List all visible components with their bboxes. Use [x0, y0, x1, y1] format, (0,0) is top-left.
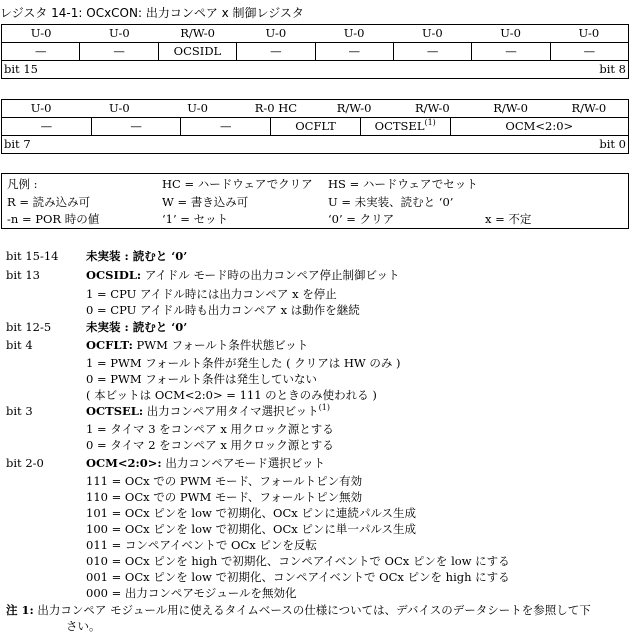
- access-cell: R/W-0: [336, 101, 372, 115]
- access-cell: U-0: [30, 101, 52, 115]
- bit-range-right: bit 8: [599, 62, 626, 76]
- ocm-name: OCM<2:0>:: [86, 456, 162, 470]
- ocflt-name: OCFLT:: [86, 338, 133, 352]
- desc-bit4-title: [86, 338, 308, 352]
- desc-label-bit2-0: bit 2-0: [6, 456, 44, 470]
- legend-r: R = 読み込み可: [7, 195, 91, 209]
- desc-bit2-0-line3: 101 = OCx ピンを low で初期化、OCx ピンに連続パルス生成: [86, 506, 417, 520]
- desc-bit15-14-text: 未実装 : 読むと ‘0’: [86, 249, 188, 263]
- footnote-line2: さい。: [66, 619, 101, 633]
- access-cell: R/W-0: [493, 101, 528, 115]
- desc-bit2-0-line6: 010 = OCx ピンを high で初期化、コンペアイベントで OCx ピンを low にする: [86, 554, 510, 568]
- footnote-label: 注 1:: [6, 603, 34, 617]
- access-cell: U-0: [109, 26, 130, 40]
- desc-label-bit13: bit 13: [6, 268, 40, 282]
- register-low-byte: [1, 99, 629, 154]
- desc-bit2-0-line4: 100 = OCx ピンを low で初期化、OCx ピンに単一パルス生成: [86, 522, 417, 536]
- legend-w: W = 書き込み可: [162, 195, 249, 209]
- access-cell: U-0: [30, 26, 52, 40]
- footnote-line1: [6, 603, 591, 617]
- octsel-label: OCTSEL: [374, 119, 425, 133]
- bit-cell: —: [393, 43, 471, 60]
- register-title: レジスタ 14-1: OCxCON: 出力コンペア x 制御レジスタ: [0, 6, 304, 20]
- octsel-title: 出力コンペア用タイマ選択ビット: [143, 404, 319, 418]
- access-cell: U-0: [343, 26, 365, 40]
- bit-row-low: [2, 117, 628, 135]
- desc-bit4-line2: 0 = PWM フォールト条件は発生していない: [86, 372, 317, 386]
- bit-cell-ocsidl: OCSIDL: [158, 43, 236, 60]
- desc-label-bit4: bit 4: [6, 338, 33, 352]
- access-cell: R/W-0: [571, 101, 607, 115]
- register-high-byte: [1, 24, 629, 79]
- desc-bit2-0-line2: 110 = OCx での PWM モード、フォールトピン無効: [86, 490, 363, 504]
- octsel-footnote-ref: (1): [424, 118, 436, 128]
- desc-bit4-line1: 1 = PWM フォールト条件が発生した ( クリアは HW のみ ): [86, 356, 401, 370]
- bit-range-low: [2, 135, 628, 153]
- access-cell: U-0: [265, 26, 287, 40]
- legend-hc: HC = ハードウェアでクリア: [162, 177, 313, 191]
- bit-row-high: [2, 42, 628, 60]
- access-cell: U-0: [422, 26, 443, 40]
- legend-one: ‘1’ = セット: [162, 212, 229, 226]
- desc-bit13-title: [86, 268, 400, 282]
- desc-bit2-0-line8: 000 = 出力コンペアモジュールを無効化: [86, 586, 297, 600]
- desc-bit13-line2: 0 = CPU アイドル時も出力コンペア x は動作を継続: [86, 303, 360, 317]
- bit-cell: —: [471, 43, 549, 60]
- desc-bit15-14: [86, 249, 187, 263]
- access-row-high: [2, 25, 628, 42]
- access-cell: U-0: [500, 26, 521, 40]
- ocsidl-title: アイドル モード時の出力コンペア停止制御ビット: [141, 268, 400, 282]
- legend-heading: 凡例 :: [7, 177, 38, 191]
- desc-label-bit12-5: bit 12-5: [6, 320, 52, 334]
- bit-cell-ocm: OCM<2:0>: [450, 118, 628, 135]
- access-cell: U-0: [109, 101, 130, 115]
- legend-u: U = 未実装、読むと ‘0’: [328, 195, 454, 209]
- desc-bit2-0-line5: 011 = コンペアイベントで OCx ピンを反転: [86, 538, 317, 552]
- desc-bit2-0-title: [86, 456, 325, 470]
- legend-x: x = 不定: [485, 212, 532, 226]
- desc-bit3-line1: 1 = タイマ 3 をコンペア x 用クロック源とする: [86, 422, 334, 436]
- legend-hs: HS = ハードウェアでセット: [328, 177, 478, 191]
- bit-range-right: bit 0: [599, 137, 626, 151]
- desc-bit2-0-line7: 001 = OCx ピンを low で初期化、コンペアイベントで OCx ピンを high にする: [86, 570, 510, 584]
- legend-box: [1, 173, 629, 229]
- bit-cell-octsel: [360, 118, 450, 135]
- ocm-title: 出力コンペアモード選択ビット: [161, 456, 325, 470]
- desc-label-bit3: bit 3: [6, 404, 33, 418]
- bit-cell: —: [40, 119, 53, 133]
- bit-cell: —: [550, 43, 628, 60]
- desc-bit3-title: [86, 404, 330, 418]
- legend-zero: ‘0’ = クリア: [328, 212, 395, 226]
- access-cell: U-0: [187, 101, 208, 115]
- desc-bit2-0-line1: 111 = OCx での PWM モード、フォールトピン有効: [86, 474, 363, 488]
- desc-label-bit15-14: bit 15-14: [6, 249, 59, 263]
- access-cell: R-0 HC: [254, 101, 298, 115]
- octsel-name: OCTSEL:: [86, 404, 144, 418]
- ocsidl-name: OCSIDL:: [86, 268, 142, 282]
- desc-bit13-line1: 1 = CPU アイドル時には出力コンペア x を停止: [86, 287, 337, 301]
- bit-cell: —: [91, 118, 181, 135]
- bit-cell: —: [180, 118, 270, 135]
- desc-bit12-5-text: 未実装 : 読むと ‘0’: [86, 320, 188, 334]
- access-cell: R/W-0: [415, 101, 450, 115]
- desc-bit3-line2: 0 = タイマ 2 をコンペア x 用クロック源とする: [86, 438, 334, 452]
- bit-range-high: [2, 60, 628, 78]
- bit-cell: —: [236, 43, 314, 60]
- access-cell: R/W-0: [180, 26, 215, 40]
- desc-bit12-5: [86, 320, 187, 334]
- desc-bit4-line3: ( 本ビットは OCM<2:0> = 111 のときのみ使われる ): [86, 388, 377, 402]
- access-row-low: [2, 100, 628, 117]
- octsel-desc-footnote-ref: (1): [318, 403, 330, 413]
- bit-range-left: bit 7: [4, 137, 31, 151]
- ocflt-title: PWM フォールト条件状態ビット: [132, 338, 309, 352]
- bit-cell: —: [315, 43, 393, 60]
- bit-cell-ocflt: OCFLT: [270, 118, 360, 135]
- access-cell: U-0: [578, 26, 600, 40]
- footnote-text1: 出力コンペア モジュール用に使えるタイムベースの仕様については、デバイスのデータシートを参照して下: [33, 603, 591, 617]
- bit-range-left: bit 15: [4, 62, 38, 76]
- bit-cell: —: [79, 43, 157, 60]
- bit-cell: —: [34, 44, 47, 58]
- legend-n: -n = POR 時の値: [7, 212, 100, 226]
